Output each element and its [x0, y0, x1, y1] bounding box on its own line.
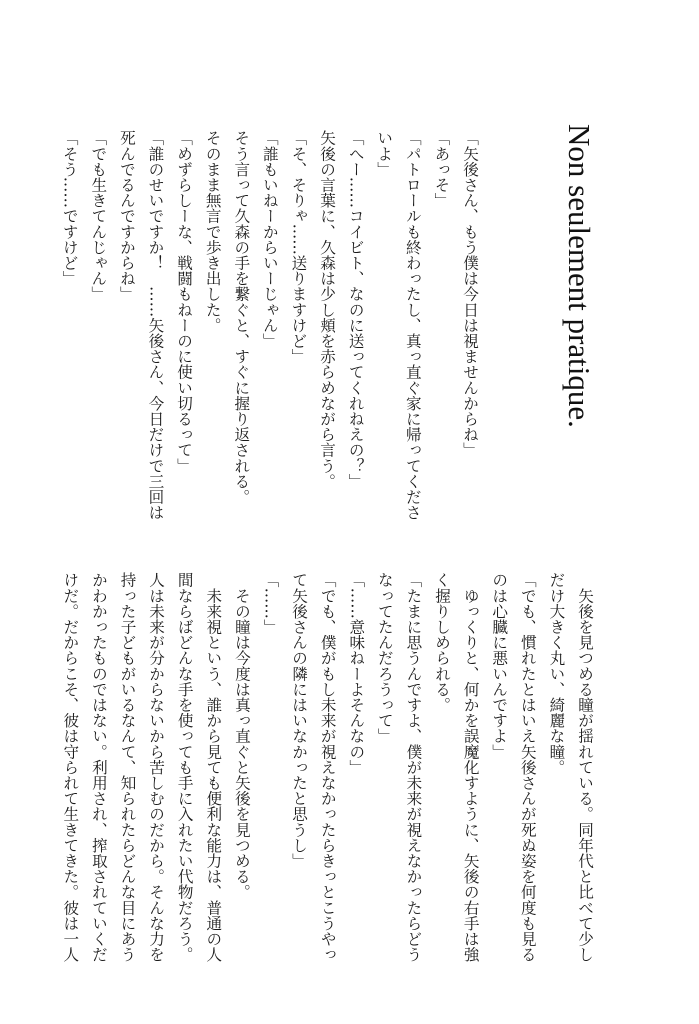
text-line: 「でも、僕がもし未来が視えなかったらきっとこうやっ [318, 572, 337, 962]
text-line: だけ大きく丸い、綺麗な瞳。 [547, 572, 566, 775]
text-line: 「でも生きてんじゃん」 [89, 130, 108, 302]
text-line: 「パトロールも終わったし、真っ直ぐ家に帰ってくださ [403, 130, 422, 520]
text-line: 「めずらしーな、戦闘もねーのに使い切るって」 [175, 130, 194, 474]
text-line: そう言って久森の手を繋ぐと、すぐに握り返される。 [232, 130, 251, 505]
text-line: 「へー……コイビト、なのに送ってくれねえの？」 [346, 130, 365, 489]
text-line: 人は未来が分からないから苦しむのだから。そんな力を [147, 572, 166, 962]
text-line: 「矢後さん、もう僕は今日は視ませんからね」 [461, 130, 479, 458]
text-line: 未来視という、誰から見ても便利な能力は、普通の人 [204, 572, 223, 962]
text-line: 「……」 [261, 572, 280, 635]
text-line: 「でも、慣れたとはいえ矢後さんが死ぬ姿を何度も見る [518, 572, 537, 962]
text-line: なってたんだろうって」 [375, 572, 394, 744]
chapter-title: Non seulement pratique. [562, 124, 597, 428]
text-line: く握りしめられる。 [433, 572, 452, 713]
text-line: 持った子どもがいるなんて、知られたらどんな目にあう [118, 572, 137, 962]
text-line: ゆっくりと、何かを誤魔化すように、矢後の右手は強 [461, 572, 480, 962]
text-line: 「あっそ」 [432, 130, 451, 208]
text-line: 矢後を見つめる瞳が揺れている。同年代と比べて少し [576, 572, 594, 962]
text-line: 「……意味ねーよそんなの」 [347, 572, 366, 775]
text-line: いよ」 [375, 130, 394, 177]
text-line: 間ならばどんな手を使っても手に入れたい代物だろう。 [175, 572, 194, 962]
text-line: そのまま無言で歩き出した。 [203, 130, 222, 333]
text-line: その瞳は今度は真っ直ぐと矢後を見つめる。 [232, 572, 251, 900]
text-line: 「そ、そりゃ……送りますけど」 [289, 130, 308, 364]
text-line: かわかったものではない。利用され、搾取されていくだ [89, 572, 108, 962]
text-block-upper [55, 130, 484, 520]
text-line: 「そう……ですけど」 [60, 130, 79, 286]
text-block-lower [56, 572, 599, 962]
text-line: 「誰のせいですか！ ……矢後さん、今日だけで三回は [146, 130, 165, 520]
text-line: 「たまに思うんですよ、僕が未来が視えなかったらどう [404, 572, 423, 962]
text-line: 「誰もいねーからいーじゃん」 [260, 130, 279, 349]
text-line: けだ。だからこそ、彼は守られて生きてきた。彼は一人 [61, 572, 80, 962]
text-line: 矢後の言葉に、久森は少し頬を赤らめながら言う。 [318, 130, 337, 489]
text-line: のは心臓に悪いんですよ」 [490, 572, 509, 760]
text-line: て矢後さんの隣にはいなかったと思うし」 [290, 572, 309, 869]
text-line: 死んでるんですからね」 [117, 130, 136, 302]
